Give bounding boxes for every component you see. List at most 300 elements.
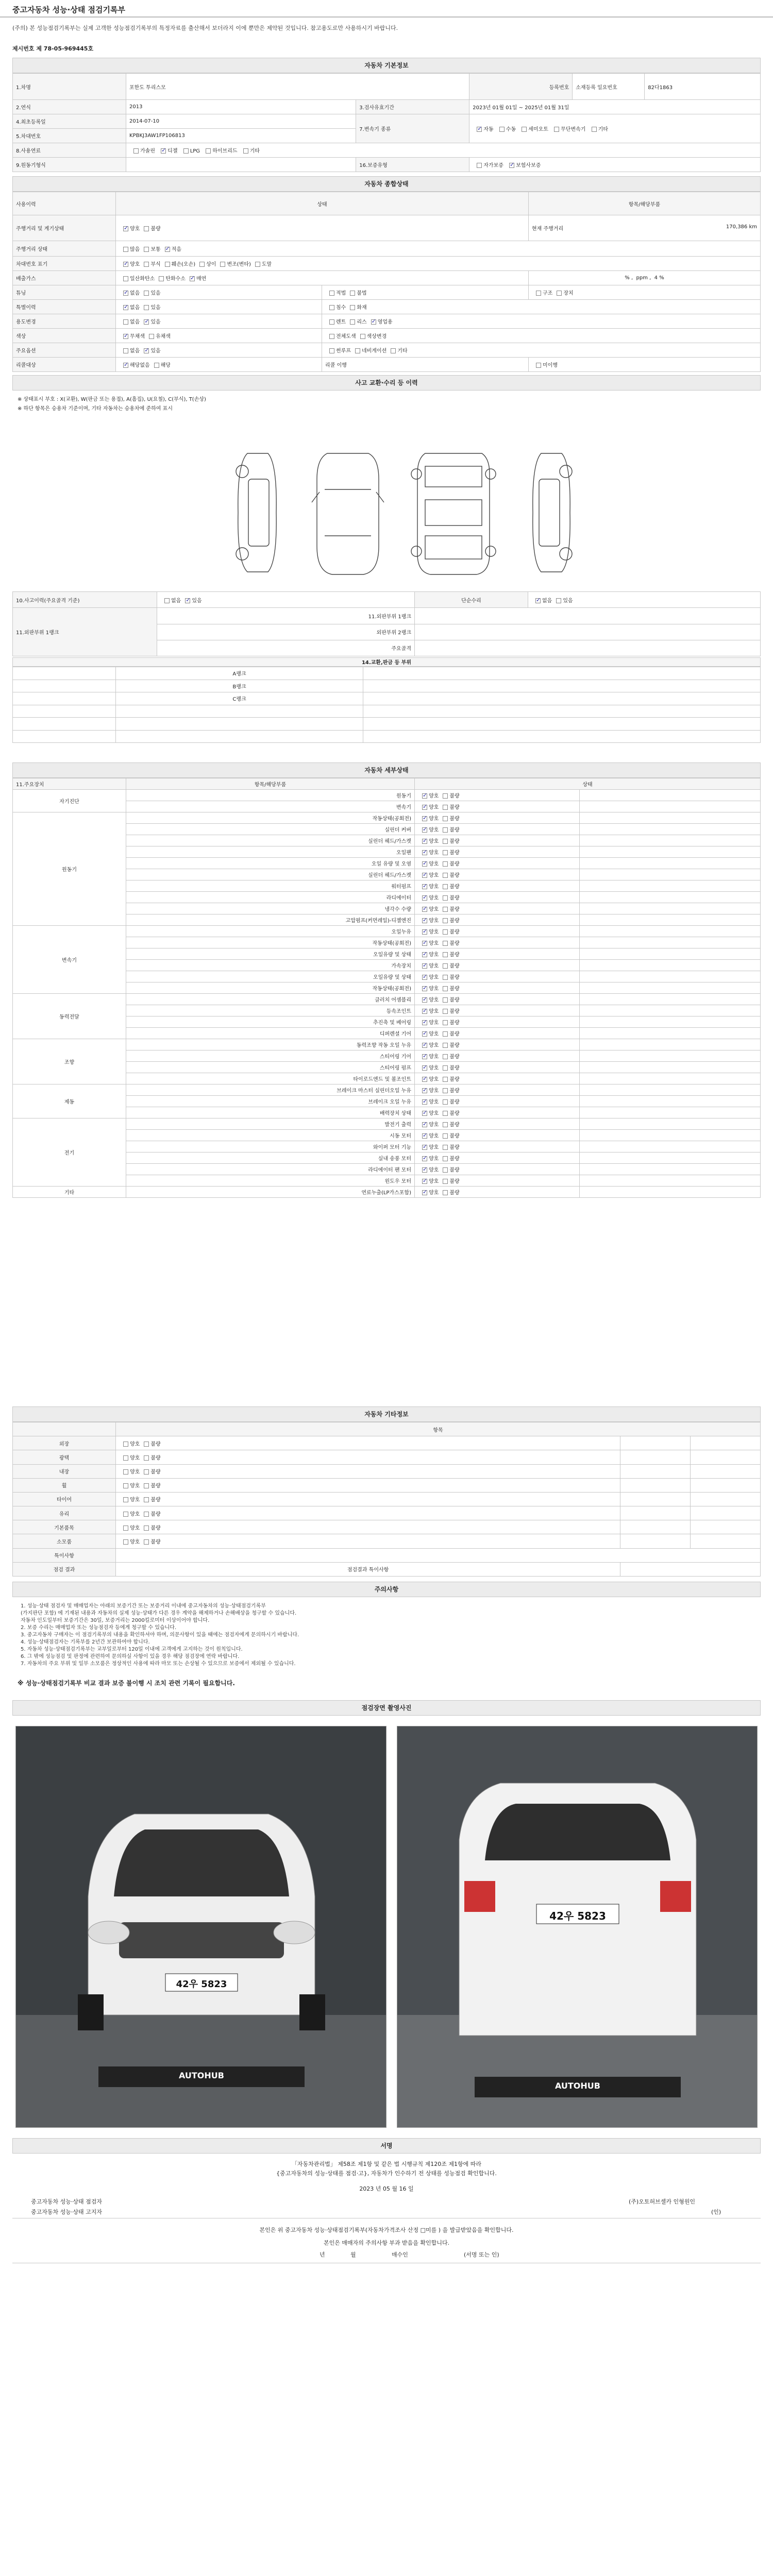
extra-row-label: 외장 [13, 1436, 116, 1450]
checkbox-sunroof[interactable] [329, 348, 334, 353]
opt-auto: 자동 [483, 127, 494, 132]
checkbox-detail-bad[interactable] [443, 918, 448, 923]
checkbox-detail-bad[interactable] [443, 907, 448, 912]
opt-many: 많음 [130, 247, 140, 252]
checkbox-extra-bad[interactable] [144, 1483, 149, 1488]
checkbox-recall-done[interactable] [536, 363, 541, 368]
sign-dealer-name: (인) [711, 2209, 721, 2215]
label-current-mileage: 현재 주행거리 [532, 226, 564, 232]
checkbox-illegal[interactable] [350, 291, 355, 296]
checkbox-detail-good[interactable] [422, 1179, 427, 1184]
checkbox-detail-bad[interactable] [443, 1077, 448, 1082]
extra-grade-label: 특이사항 [13, 1548, 116, 1562]
checkbox-lease[interactable] [350, 319, 355, 325]
checkbox-simple-yes[interactable] [556, 598, 561, 603]
detail-bad-label: 불량 [449, 1133, 460, 1139]
checkbox-detail-bad[interactable] [443, 861, 448, 867]
checkbox-extra-bad[interactable] [144, 1469, 149, 1475]
opt-insurance-warranty: 보험사보증 [516, 163, 541, 168]
checkbox-detail-bad[interactable] [443, 963, 448, 969]
checkbox-detail-bad[interactable] [443, 952, 448, 957]
checkbox-detail-good[interactable] [422, 918, 427, 923]
detail-bad-label: 불량 [449, 1077, 460, 1082]
checkbox-detail-bad[interactable] [443, 1031, 448, 1037]
section-photos: 점검장면 촬영사진 [12, 1700, 761, 1716]
checkbox-detail-bad[interactable] [443, 1133, 448, 1139]
checkbox-navigation[interactable] [355, 348, 360, 353]
plate-rear: 42우 5823 [549, 1910, 606, 1922]
checkbox-odo-bad[interactable] [144, 226, 149, 231]
detail-good-label: 양호 [429, 1167, 439, 1173]
checkbox-detail-good[interactable] [422, 793, 427, 799]
checkbox-detail-good[interactable] [422, 816, 427, 821]
checkbox-detail-bad[interactable] [443, 793, 448, 799]
checkbox-detail-good[interactable] [422, 1020, 427, 1025]
detail-item: 브레이크 오일 누유 [126, 1096, 415, 1107]
checkbox-detail-good[interactable] [422, 1122, 427, 1127]
checkbox-detail-good[interactable] [422, 1167, 427, 1173]
checkbox-hc[interactable] [159, 276, 164, 281]
opt-accident-none: 없음 [171, 598, 181, 604]
detail-bad-label: 불량 [449, 1031, 460, 1037]
checkbox-extra-good[interactable] [123, 1497, 128, 1502]
opt-options-none: 없음 [130, 348, 140, 354]
opt-simple-yes: 있음 [563, 598, 573, 604]
opt-co: 일산화탄소 [130, 276, 155, 282]
checkbox-detail-bad[interactable] [443, 1111, 448, 1116]
detail-item: 등속조인트 [126, 1005, 415, 1016]
section-accident: 사고 교환·수리 등 이력 [12, 375, 761, 391]
checkbox-detail-good[interactable] [422, 1065, 427, 1071]
opt-vin-diff: 상이 [206, 262, 216, 267]
checkbox-detail-bad[interactable] [443, 1167, 448, 1173]
detail-item: 실내 송풍 모터 [126, 1153, 415, 1164]
checkbox-extra-bad[interactable] [144, 1539, 149, 1545]
sign-line-2: {중고자동차의 성능·상태를 점검·고}, 자동차가 인수하기 전 상태를 성능점검 확인합니다. [276, 2170, 497, 2177]
receipt-seal: (서명 또는 인) [464, 2251, 499, 2258]
detail-good-label: 양호 [429, 895, 439, 901]
checkbox-odo-good[interactable] [123, 226, 128, 231]
parts-table [12, 667, 761, 743]
detail-good-label: 양호 [429, 1065, 439, 1071]
section-sign: 서명 [12, 2138, 761, 2154]
checkbox-self-warranty[interactable] [477, 163, 482, 168]
label-odometer: 주행거리 및 계기상태 [13, 215, 116, 241]
label-use-change: 용도변경 [13, 314, 116, 329]
checkbox-rent[interactable] [329, 319, 334, 325]
checkbox-detail-bad[interactable] [443, 1088, 448, 1093]
label-fuel: 8.사용연료 [13, 143, 126, 158]
checkbox-detail-bad[interactable] [443, 850, 448, 855]
detail-good-label: 양호 [429, 884, 439, 890]
checkbox-extra-bad[interactable] [144, 1455, 149, 1461]
checkbox-hybrid[interactable] [206, 148, 211, 154]
extra-row-label: 휠 [13, 1478, 116, 1492]
detail-good-label: 양호 [429, 1077, 439, 1082]
checkbox-detail-bad[interactable] [443, 839, 448, 844]
legend-line-1: ※ 상태표시 부호 : X(교환), W(판금 또는 용접), A(흠집), U(요철), C(부식), T(손상) [18, 397, 206, 402]
detail-bad-label: 불량 [449, 861, 460, 867]
opt-options-yes: 있음 [150, 348, 161, 354]
checkbox-detail-good[interactable] [422, 1156, 427, 1161]
detail-good-label: 양호 [429, 1020, 439, 1026]
opt-tuning-none: 없음 [130, 291, 140, 296]
detail-item: 와이퍼 모터 기능 [126, 1141, 415, 1153]
checkbox-detail-good[interactable] [422, 805, 427, 810]
checkbox-vin-good[interactable] [123, 262, 128, 267]
receipt-year: 년 [320, 2251, 325, 2258]
checkbox-special-yes[interactable] [144, 305, 149, 310]
detail-good-label: 양호 [429, 793, 439, 799]
plate-front: 42우 5823 [176, 1979, 227, 1990]
detail-bad-label: 불량 [449, 929, 460, 935]
opt-self-warranty: 자가보증 [483, 163, 503, 168]
section-extra: 자동차 기타정보 [12, 1406, 761, 1422]
checkbox-detail-bad[interactable] [443, 941, 448, 946]
checkbox-extra-bad[interactable] [144, 1442, 149, 1447]
checkbox-detail-good[interactable] [422, 827, 427, 833]
checkbox-achromatic[interactable] [123, 334, 128, 339]
detail-table [12, 778, 761, 1396]
checkbox-extra-bad[interactable] [144, 1497, 149, 1502]
detail-item: 워터펌프 [126, 880, 415, 892]
extra-good-label: 양호 [130, 1469, 140, 1476]
detail-good-label: 양호 [429, 827, 439, 833]
detail-bad-label: 불량 [449, 918, 460, 924]
detail-bad-label: 불량 [449, 952, 460, 958]
checkbox-detail-bad[interactable] [443, 873, 448, 878]
detail-group-0: 자기진단 [13, 790, 126, 812]
opt-device: 장치 [563, 291, 574, 296]
detail-item: 실린더 헤드/가스켓 [126, 869, 415, 880]
notes-line: 5. 자동차 성능·상태점검기록부는 교부일로부터 120일 이내에 고객에게 고지하는 것이 원칙입니다. [21, 1647, 243, 1652]
checkbox-normal[interactable] [144, 247, 149, 252]
checkbox-detail-bad[interactable] [443, 1179, 448, 1184]
extra-bad-label: 불량 [150, 1441, 161, 1447]
unit-ppm: ppm [636, 275, 648, 281]
opt-simple-none: 없음 [542, 598, 552, 604]
opt-manual: 수동 [506, 127, 516, 132]
parts-header: 14.교환,판금 등 부위 [12, 657, 761, 667]
checkbox-full-paint[interactable] [329, 334, 334, 339]
checkbox-detail-good[interactable] [422, 986, 427, 991]
label-outer-rank1: 11.외판부위 1랭크 [13, 608, 157, 656]
checkbox-fuel-etc[interactable] [243, 148, 248, 154]
checkbox-detail-bad[interactable] [443, 1099, 448, 1105]
detail-good-label: 양호 [429, 1156, 439, 1162]
checkbox-use-yes[interactable] [144, 319, 149, 325]
detail-bad-label: 불량 [449, 1020, 460, 1026]
opt-lease: 리스 [357, 319, 367, 325]
opt-use-none: 없음 [130, 319, 140, 325]
checkbox-legal[interactable] [329, 291, 334, 296]
checkbox-co[interactable] [123, 276, 128, 281]
extra-row-label: 내장 [13, 1464, 116, 1478]
checkbox-detail-bad[interactable] [443, 1190, 448, 1195]
checkbox-vin-rust[interactable] [144, 262, 149, 267]
checkbox-detail-good[interactable] [422, 895, 427, 901]
checkbox-cvt[interactable] [554, 127, 559, 132]
checkbox-detail-bad[interactable] [443, 1122, 448, 1127]
checkbox-device[interactable] [557, 291, 562, 296]
extra-feedback-label: 점검 결과 [13, 1562, 116, 1576]
checkbox-few[interactable] [165, 247, 170, 252]
checkbox-recall-none[interactable] [123, 363, 128, 368]
checkbox-extra-bad[interactable] [144, 1512, 149, 1517]
transmission-options [469, 114, 761, 143]
checkbox-detail-good[interactable] [422, 941, 427, 946]
detail-item: 오일 유량 및 오염 [126, 858, 415, 869]
car-front-illustration [16, 1726, 386, 2128]
opt-sunroof: 썬루프 [336, 348, 351, 354]
opt-fire: 화재 [357, 305, 367, 311]
checkbox-detail-bad[interactable] [443, 816, 448, 821]
checkbox-flood[interactable] [329, 305, 334, 310]
checkbox-detail-good[interactable] [422, 861, 427, 867]
checkbox-detail-good[interactable] [422, 1145, 427, 1150]
checkbox-extra-bad[interactable] [144, 1526, 149, 1531]
checkbox-detail-good[interactable] [422, 884, 427, 889]
detail-bad-label: 불량 [449, 986, 460, 992]
label-special-history: 특별이력 [13, 300, 116, 314]
checkbox-detail-bad[interactable] [443, 986, 448, 991]
checkbox-etc[interactable] [592, 127, 597, 132]
label-vin-mark: 차대번호 표기 [13, 257, 116, 271]
checkbox-detail-good[interactable] [422, 850, 427, 855]
opt-business: 영업용 [377, 319, 393, 325]
checkbox-detail-good[interactable] [422, 975, 427, 980]
detail-good-label: 양호 [429, 1111, 439, 1116]
section-notes: 주의사항 [12, 1582, 761, 1597]
notes-line: (가지판단 포함) 에 기재된 내용과 자동차의 실제 성능·상태가 다른 경우 계약을 해제하거나 손해배상을 청구할 수 있습니다. [21, 1611, 297, 1616]
checkbox-chromatic[interactable] [149, 334, 154, 339]
detail-bad-label: 불량 [449, 873, 460, 878]
checkbox-detail-good[interactable] [422, 839, 427, 844]
checkbox-many[interactable] [123, 247, 128, 252]
detail-item: 고압펌프(커먼레일)-디젤엔진 [126, 914, 415, 926]
checkbox-smoke[interactable] [190, 276, 195, 281]
checkbox-simple-none[interactable] [535, 598, 541, 603]
checkbox-insurance-warranty[interactable] [509, 163, 514, 168]
opt-hybrid: 하이브리드 [212, 148, 238, 154]
value-reg-no: 82다1863 [645, 74, 761, 100]
checkbox-lpg[interactable] [183, 148, 189, 154]
value-smoke: 4 % [654, 275, 664, 281]
checkbox-detail-bad[interactable] [443, 805, 448, 810]
extra-row-label: 유리 [13, 1506, 116, 1520]
opt-legal: 적법 [336, 291, 346, 296]
detail-bad-label: 불량 [449, 805, 460, 810]
checkbox-detail-good[interactable] [422, 1077, 427, 1082]
detail-item: 스티어링 기어 [126, 1050, 415, 1062]
checkbox-detail-bad[interactable] [443, 975, 448, 980]
checkbox-extra-good[interactable] [123, 1483, 128, 1488]
checkbox-detail-good[interactable] [422, 1043, 427, 1048]
detail-bad-label: 불량 [449, 997, 460, 1003]
detail-item: 오일누유 [126, 926, 415, 937]
checkbox-detail-good[interactable] [422, 929, 427, 935]
extra-table [12, 1422, 761, 1577]
extra-col-header: 항목 [116, 1422, 761, 1436]
notes-warning: ※ 성능·상태점검기록부 비교 결과 보증 불이행 시 조치 관련 기록이 필요합니다. [18, 1680, 235, 1687]
checkbox-detail-bad[interactable] [443, 1145, 448, 1150]
checkbox-detail-good[interactable] [422, 1009, 427, 1014]
label-inspection-period: 3.검사유효기간 [356, 100, 469, 114]
checkbox-options-etc[interactable] [391, 348, 396, 353]
notice-text: (주의) 본 성능점검기록부는 실제 고객한 성능점검기록부의 특정자료를 출산해서 보더라지 이에 뿐만은 제약된 것입니다. 참고용도로만 사용하시기 바랍니다. [12, 25, 398, 31]
checkbox-vin-damaged[interactable] [165, 262, 170, 267]
label-engine-type: 9.원동기형식 [13, 158, 126, 172]
checkbox-vin-painted[interactable] [255, 262, 260, 267]
value-vin: KPBKJ3AW1FP106813 [126, 129, 356, 143]
checkbox-detail-bad[interactable] [443, 895, 448, 901]
detail-bad-label: 불량 [449, 1145, 460, 1150]
label-main-frame: 주요골격 [157, 640, 415, 656]
brand-front: AUTOHUB [179, 2071, 224, 2080]
checkbox-detail-bad[interactable] [443, 884, 448, 889]
receipt-line-2: 본인은 매매자의 주의사항 부과 받음을 확인합니다. [323, 2240, 450, 2246]
detail-group-3: 동력전달 [13, 994, 126, 1039]
sign-line-1: 「자동차관리법」 제58조 제1항 및 같은 법 시행규칙 제120조 제1항에 따라 [291, 2161, 482, 2167]
checkbox-opt-yes[interactable] [144, 348, 149, 353]
checkbox-detail-good[interactable] [422, 963, 427, 969]
checkbox-gasoline[interactable] [133, 148, 139, 154]
checkbox-extra-good[interactable] [123, 1455, 128, 1461]
checkbox-fire[interactable] [350, 305, 355, 310]
detail-col-device: 11.주요장치 [13, 778, 126, 790]
label-rank-b: B랭크 [116, 680, 363, 692]
receipt-line-1: 본인은 위 중고자동차 성능·상태점검기록부(자동차가격조사 산정 □미를 ) 을 발급받았음을 확인합니다. [259, 2227, 514, 2233]
checkbox-detail-good[interactable] [422, 907, 427, 912]
label-emission: 배출가스 [13, 271, 116, 285]
checkbox-detail-bad[interactable] [443, 1009, 448, 1014]
detail-item: 변속기 [126, 801, 415, 812]
extra-row-label: 기본품목 [13, 1520, 116, 1534]
basic-info-table [12, 73, 761, 172]
checkbox-detail-good[interactable] [422, 1133, 427, 1139]
checkbox-detail-bad[interactable] [443, 1020, 448, 1025]
checkbox-extra-good[interactable] [123, 1526, 128, 1531]
checkbox-detail-good[interactable] [422, 1111, 427, 1116]
checkbox-tuning-none[interactable] [123, 291, 128, 296]
detail-item: 동력조향 작동 오일 누유 [126, 1039, 415, 1050]
label-color: 색상 [13, 329, 116, 343]
checkbox-semi[interactable] [522, 127, 527, 132]
checkbox-auto[interactable] [477, 127, 482, 132]
checkbox-detail-bad[interactable] [443, 827, 448, 833]
checkbox-detail-good[interactable] [422, 952, 427, 957]
checkbox-accident-yes[interactable] [185, 598, 190, 603]
checkbox-detail-good[interactable] [422, 873, 427, 878]
checkbox-detail-good[interactable] [422, 1031, 427, 1037]
detail-item: 시동 모터 [126, 1130, 415, 1141]
sign-checker-name: (주)오토허브셀카 인형원인 [629, 2198, 695, 2205]
opt-not-done: 미이행 [543, 363, 558, 368]
checkbox-extra-good[interactable] [123, 1512, 128, 1517]
opt-chromatic: 유채색 [155, 334, 171, 340]
detail-item: 연료누출(LP가스포함) [126, 1187, 415, 1198]
opt-semi: 세미오토 [528, 127, 548, 132]
checkbox-detail-bad[interactable] [443, 1054, 448, 1059]
checkbox-detail-bad[interactable] [443, 997, 448, 1003]
opt-vin-good: 양호 [130, 262, 140, 267]
opt-options-etc: 기타 [397, 348, 408, 354]
opt-smoke: 매연 [196, 276, 207, 282]
checkbox-accident-none[interactable] [164, 598, 170, 603]
checkbox-opt-none[interactable] [123, 348, 128, 353]
opt-tuning-yes: 있음 [150, 291, 161, 296]
label-tuning: 튜닝 [13, 285, 116, 300]
serial-number: 제시번호 제 78-05-969445호 [12, 45, 94, 52]
detail-good-label: 양호 [429, 929, 439, 935]
label-recall: 리콜대상 [13, 358, 116, 372]
checkbox-tuning-yes[interactable] [144, 291, 149, 296]
detail-good-label: 양호 [429, 1099, 439, 1105]
label-outer-rank2: 외판부위 2랭크 [157, 624, 415, 640]
checkbox-detail-good[interactable] [422, 997, 427, 1003]
notes-line: 7. 자동차의 주요 부위 및 일부 소모품은 정상적인 사용에 따라 마모 또는 손상될 수 있으므로 보증에서 제외될 수 있습니다. [21, 1661, 296, 1667]
checkbox-detail-good[interactable] [422, 1054, 427, 1059]
checkbox-detail-bad[interactable] [443, 1043, 448, 1048]
checkbox-detail-good[interactable] [422, 1099, 427, 1105]
extra-bad-label: 불량 [150, 1511, 161, 1517]
checkbox-diesel[interactable] [161, 148, 166, 154]
extra-row-label: 타이어 [13, 1492, 116, 1506]
detail-good-label: 양호 [429, 952, 439, 958]
opt-rent: 렌트 [336, 319, 346, 325]
detail-bad-label: 불량 [449, 907, 460, 912]
detail-item: 가속장치 [126, 960, 415, 971]
detail-item: 실린더 헤드/가스켓 [126, 835, 415, 846]
checkbox-detail-good[interactable] [422, 1190, 427, 1195]
checkbox-detail-bad[interactable] [443, 929, 448, 935]
detail-good-label: 양호 [429, 839, 439, 844]
checkbox-struct[interactable] [536, 291, 541, 296]
label-options: 주요옵션 [13, 343, 116, 358]
label-recall-done: 리콜 이행 [322, 358, 529, 372]
opt-odo-good: 양호 [130, 226, 140, 232]
detail-item: 브레이크 마스터 실린더오일 누유 [126, 1084, 415, 1096]
detail-good-label: 양호 [429, 1145, 439, 1150]
checkbox-color-change[interactable] [360, 334, 365, 339]
detail-item: 오일팬 [126, 846, 415, 858]
checkbox-vin-modified[interactable] [220, 262, 225, 267]
checkbox-recall-yes[interactable] [154, 363, 159, 368]
checkbox-detail-bad[interactable] [443, 1065, 448, 1071]
checkbox-extra-good[interactable] [123, 1469, 128, 1475]
checkbox-business[interactable] [371, 319, 376, 325]
opt-vin-modified: 변조(변타) [227, 262, 251, 267]
checkbox-vin-diff[interactable] [199, 262, 205, 267]
extra-good-label: 양호 [130, 1497, 140, 1503]
checkbox-detail-good[interactable] [422, 1088, 427, 1093]
legend-line-2: ※ 하단 항목은 승용차 기준이며, 기타 자동차는 승용차에 준하여 표시 [18, 406, 173, 412]
detail-item: 디퍼렌셜 기어 [126, 1028, 415, 1039]
opt-achromatic: 무채색 [130, 334, 145, 340]
label-vin: 5.차대번호 [13, 129, 126, 143]
detail-good-label: 양호 [429, 1043, 439, 1048]
checkbox-extra-good[interactable] [123, 1539, 128, 1545]
overall-header-items: 항목/해당부품 [529, 192, 761, 215]
checkbox-manual[interactable] [499, 127, 505, 132]
checkbox-use-none[interactable] [123, 319, 128, 325]
detail-col-item: 항목/해당부품 [126, 778, 415, 790]
notes-line: 4. 성능·상태점검자는 기록부를 2년간 보관하여야 합니다. [21, 1639, 150, 1645]
checkbox-special-none[interactable] [123, 305, 128, 310]
checkbox-detail-bad[interactable] [443, 1156, 448, 1161]
checkbox-extra-good[interactable] [123, 1442, 128, 1447]
detail-group-5: 제동 [13, 1084, 126, 1118]
